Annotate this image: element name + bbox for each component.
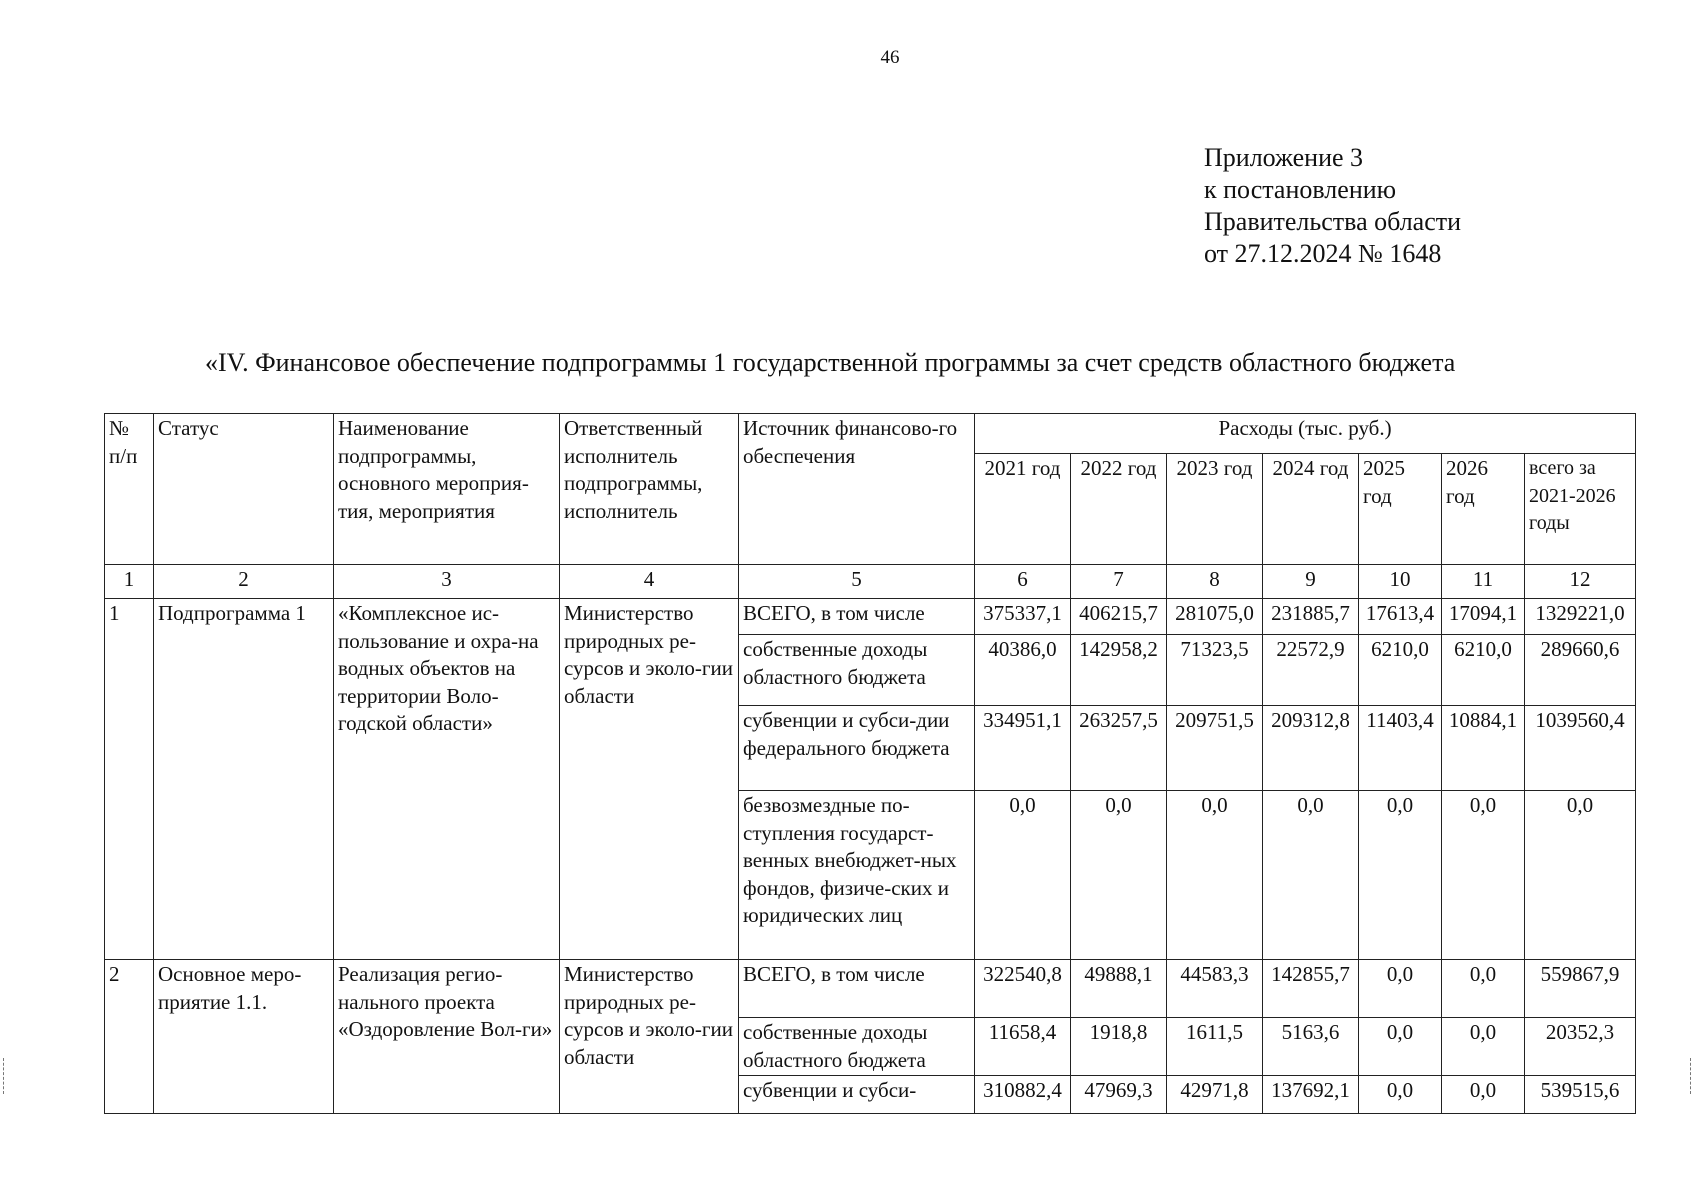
value-cell: 22572,9	[1263, 635, 1359, 706]
value-cell: 289660,6	[1525, 635, 1636, 706]
value-cell: 0,0	[1167, 791, 1263, 960]
value-cell: 6210,0	[1442, 635, 1525, 706]
value-cell: 42971,8	[1167, 1076, 1263, 1114]
value-cell: 11658,4	[975, 1018, 1071, 1076]
value-cell: 142958,2	[1071, 635, 1167, 706]
value-cell: 209751,5	[1167, 706, 1263, 791]
appendix-line-2: к постановлению	[1204, 175, 1397, 204]
row-source: ВСЕГО, в том числе	[739, 960, 975, 1018]
value-cell: 0,0	[1359, 960, 1442, 1018]
index-cell: 5	[739, 565, 975, 599]
row-source: безвозмездные по-ступления государст-венных внебюджет-ных фондов, физиче-ских и юридических лиц	[739, 791, 975, 960]
row-source: собственные доходы областного бюджета	[739, 635, 975, 706]
value-cell: 40386,0	[975, 635, 1071, 706]
value-cell: 0,0	[1071, 791, 1167, 960]
index-cell: 2	[154, 565, 334, 599]
table-row	[105, 599, 1636, 635]
value-cell: 539515,6	[1525, 1076, 1636, 1114]
value-cell: 334951,1	[975, 706, 1071, 791]
index-cell: 3	[334, 565, 560, 599]
row-source: собственные доходы областного бюджета	[739, 1018, 975, 1076]
value-cell: 1611,5	[1167, 1018, 1263, 1076]
index-cell: 9	[1263, 565, 1359, 599]
header-source: Источник финансово-го обеспечения	[739, 414, 975, 565]
value-cell: 142855,7	[1263, 960, 1359, 1018]
index-cell: 12	[1525, 565, 1636, 599]
value-cell: 44583,3	[1167, 960, 1263, 1018]
value-cell: 0,0	[1525, 791, 1636, 960]
appendix-line-3: Правительства области	[1204, 207, 1462, 236]
header-year-2025: 2025 год	[1359, 454, 1442, 565]
header-expenses: Расходы (тыс. руб.)	[975, 414, 1636, 454]
header-year-2026: 2026 год	[1442, 454, 1525, 565]
header-status: Статус	[154, 414, 334, 565]
value-cell: 0,0	[1442, 960, 1525, 1018]
value-cell: 375337,1	[975, 599, 1071, 635]
value-cell: 0,0	[1442, 1018, 1525, 1076]
value-cell: 0,0	[1359, 791, 1442, 960]
row-status: Основное меро-приятие 1.1.	[154, 960, 334, 1114]
appendix-line-4: от 27.12.2024 № 1648	[1204, 239, 1442, 268]
row-source: ВСЕГО, в том числе	[739, 599, 975, 635]
value-cell: 1918,8	[1071, 1018, 1167, 1076]
value-cell: 17613,4	[1359, 599, 1442, 635]
value-cell: 0,0	[1442, 1076, 1525, 1114]
value-cell: 1039560,4	[1525, 706, 1636, 791]
header-executor: Ответственный исполнитель подпрограммы, исполнитель	[560, 414, 739, 565]
row-executor: Министерство природных ре-сурсов и эколо-гии области	[560, 599, 739, 960]
row-num: 1	[105, 599, 154, 960]
value-cell: 231885,7	[1263, 599, 1359, 635]
header-year-2024: 2024 год	[1263, 454, 1359, 565]
value-cell: 47969,3	[1071, 1076, 1167, 1114]
row-num: 2	[105, 960, 154, 1114]
value-cell: 322540,8	[975, 960, 1071, 1018]
value-cell: 71323,5	[1167, 635, 1263, 706]
index-cell: 7	[1071, 565, 1167, 599]
value-cell: 0,0	[1263, 791, 1359, 960]
table-row	[105, 960, 1636, 1018]
value-cell: 0,0	[1359, 1018, 1442, 1076]
value-cell: 209312,8	[1263, 706, 1359, 791]
value-cell: 0,0	[975, 791, 1071, 960]
row-name: Реализация регио-нального проекта «Оздоровление Вол-ги»	[334, 960, 560, 1114]
column-index-row	[105, 565, 1636, 599]
page-number: 46	[880, 47, 900, 68]
value-cell: 10884,1	[1442, 706, 1525, 791]
header-total: всего за 2021-2026 годы	[1525, 454, 1636, 565]
value-cell: 310882,4	[975, 1076, 1071, 1114]
value-cell: 11403,4	[1359, 706, 1442, 791]
row-executor: Министерство природных ре-сурсов и эколо-гии области	[560, 960, 739, 1114]
header-name: Наименование подпрограммы, основного мероприя-тия, мероприятия	[334, 414, 560, 565]
value-cell: 137692,1	[1263, 1076, 1359, 1114]
scan-margin-mark-left	[3, 1058, 7, 1094]
row-status: Подпрограмма 1	[154, 599, 334, 960]
value-cell: 1329221,0	[1525, 599, 1636, 635]
header-year-2022: 2022 год	[1071, 454, 1167, 565]
header-year-2023: 2023 год	[1167, 454, 1263, 565]
value-cell: 17094,1	[1442, 599, 1525, 635]
row-source: субвенции и субси-	[739, 1076, 975, 1114]
index-cell: 1	[105, 565, 154, 599]
index-cell: 11	[1442, 565, 1525, 599]
value-cell: 559867,9	[1525, 960, 1636, 1018]
value-cell: 281075,0	[1167, 599, 1263, 635]
financing-table	[104, 413, 1636, 1114]
section-title: «IV. Финансовое обеспечение подпрограммы 1 государственной программы за счет средств областного бюджета	[205, 348, 1456, 377]
row-source: субвенции и субси-дии федерального бюджета	[739, 706, 975, 791]
index-cell: 8	[1167, 565, 1263, 599]
appendix-line-1: Приложение 3	[1204, 143, 1364, 172]
index-cell: 6	[975, 565, 1071, 599]
row-name: «Комплексное ис-пользование и охра-на водных объектов на территории Воло-годской области»	[334, 599, 560, 960]
value-cell: 263257,5	[1071, 706, 1167, 791]
scan-margin-mark-right	[1690, 1058, 1694, 1094]
header-year-2021: 2021 год	[975, 454, 1071, 565]
value-cell: 0,0	[1359, 1076, 1442, 1114]
index-cell: 10	[1359, 565, 1442, 599]
value-cell: 49888,1	[1071, 960, 1167, 1018]
header-num: № п/п	[105, 414, 154, 565]
value-cell: 0,0	[1442, 791, 1525, 960]
index-cell: 4	[560, 565, 739, 599]
value-cell: 406215,7	[1071, 599, 1167, 635]
value-cell: 5163,6	[1263, 1018, 1359, 1076]
value-cell: 6210,0	[1359, 635, 1442, 706]
value-cell: 20352,3	[1525, 1018, 1636, 1076]
appendix-note	[1204, 142, 1461, 270]
